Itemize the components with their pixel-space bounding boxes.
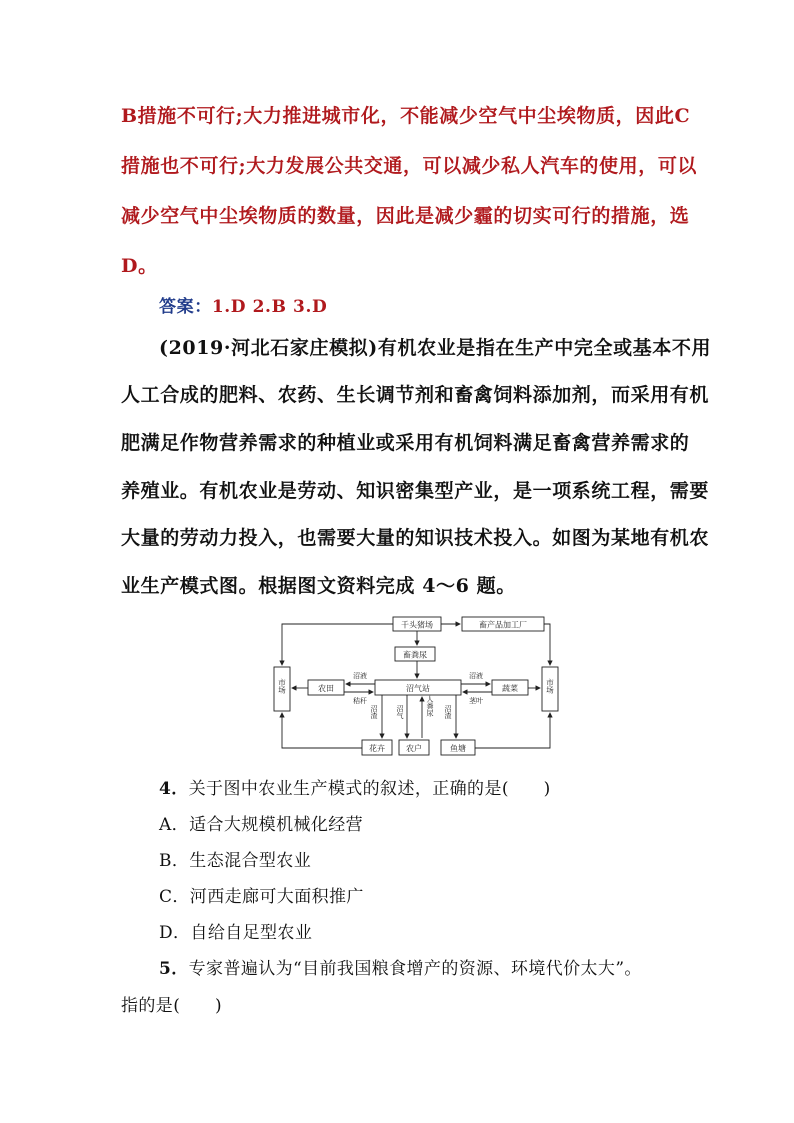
q5-number: 5． (159, 959, 189, 979)
gas-label: 沼气 (396, 705, 404, 719)
answer-line (159, 292, 327, 317)
q4-option-b: B．生态混合型农业 (159, 851, 312, 871)
human-waste-label: 人粪尿 (426, 695, 434, 717)
q4-text: 关于图中农业生产模式的叙述，正确的是( ) (188, 779, 551, 799)
passage-line-4: 养殖业。有机农业是劳动、知识密集型产业，是一项系统工程，需要 (121, 480, 710, 502)
farmer-label: 农户 (406, 744, 422, 753)
residue-flowers-label: 沼渣 (370, 705, 378, 719)
stem-leaf-label: 茎叶 (469, 697, 483, 705)
q4-number: 4． (159, 779, 189, 799)
processing-plant-label: 畜产品加工厂 (479, 620, 527, 630)
passage-line-5: 大量的劳动力投入，也需要大量的知识技术投入。如图为某地有机农 (121, 527, 710, 549)
slurry-left-label: 沼液 (353, 672, 367, 680)
q4-option-a: A．适合大规模机械化经营 (159, 815, 364, 835)
q5-text: 专家普遍认为“目前我国粮食增产的资源、环境代价太大”。 (188, 959, 642, 979)
q5-stem (159, 954, 642, 979)
field-label: 农田 (318, 684, 334, 693)
explanation-line-1: B措施不可行;大力推进城市化，不能减少空气中尘埃物质，因此C (121, 105, 691, 127)
answer-label: 答案： (159, 297, 212, 317)
flowers-label: 花卉 (369, 744, 385, 753)
passage-line-3: 肥满足作物营养需求的种植业或采用有机饲料满足畜禽营养需求的 (121, 432, 690, 454)
q4-stem (159, 774, 551, 799)
pig-farm-label: 千头猪场 (401, 620, 433, 630)
q4-option-c: C．河西走廊可大面积推广 (159, 887, 364, 907)
biogas-station-label: 沼气站 (406, 684, 430, 693)
passage-line-6: 业生产模式图。根据图文资料完成 4～6 题。 (121, 575, 516, 597)
market-right-label: 市场 (545, 678, 555, 694)
q5-continuation: 指的是( ) (121, 996, 223, 1016)
explanation-line-4: D。 (121, 255, 158, 277)
fishpond-label: 鱼塘 (450, 744, 466, 753)
passage-line-1: (2019·河北石家庄模拟)有机农业是指在生产中完全或基本不用 (159, 337, 712, 359)
vegetables-label: 蔬菜 (502, 684, 518, 693)
agriculture-diagram (270, 612, 560, 762)
q4-option-d: D．自给自足型农业 (159, 923, 313, 943)
answer-value: 1.D 2.B 3.D (211, 297, 328, 317)
residue-fish-label: 沼渣 (444, 705, 452, 719)
slurry-right-label: 沼液 (469, 672, 483, 680)
explanation-line-3: 减少空气中尘埃物质的数量，因此是减少霾的切实可行的措施，选 (121, 205, 690, 227)
explanation-line-2: 措施也不可行;大力发展公共交通，可以减少私人汽车的使用，可以 (121, 155, 698, 177)
passage-line-2: 人工合成的肥料、农药、生长调节剂和畜禽饲料添加剂，而采用有机 (121, 384, 710, 406)
market-left-label: 市场 (277, 678, 287, 694)
manure-label: 畜粪尿 (403, 650, 427, 660)
straw-label: 秸秆 (353, 697, 367, 705)
